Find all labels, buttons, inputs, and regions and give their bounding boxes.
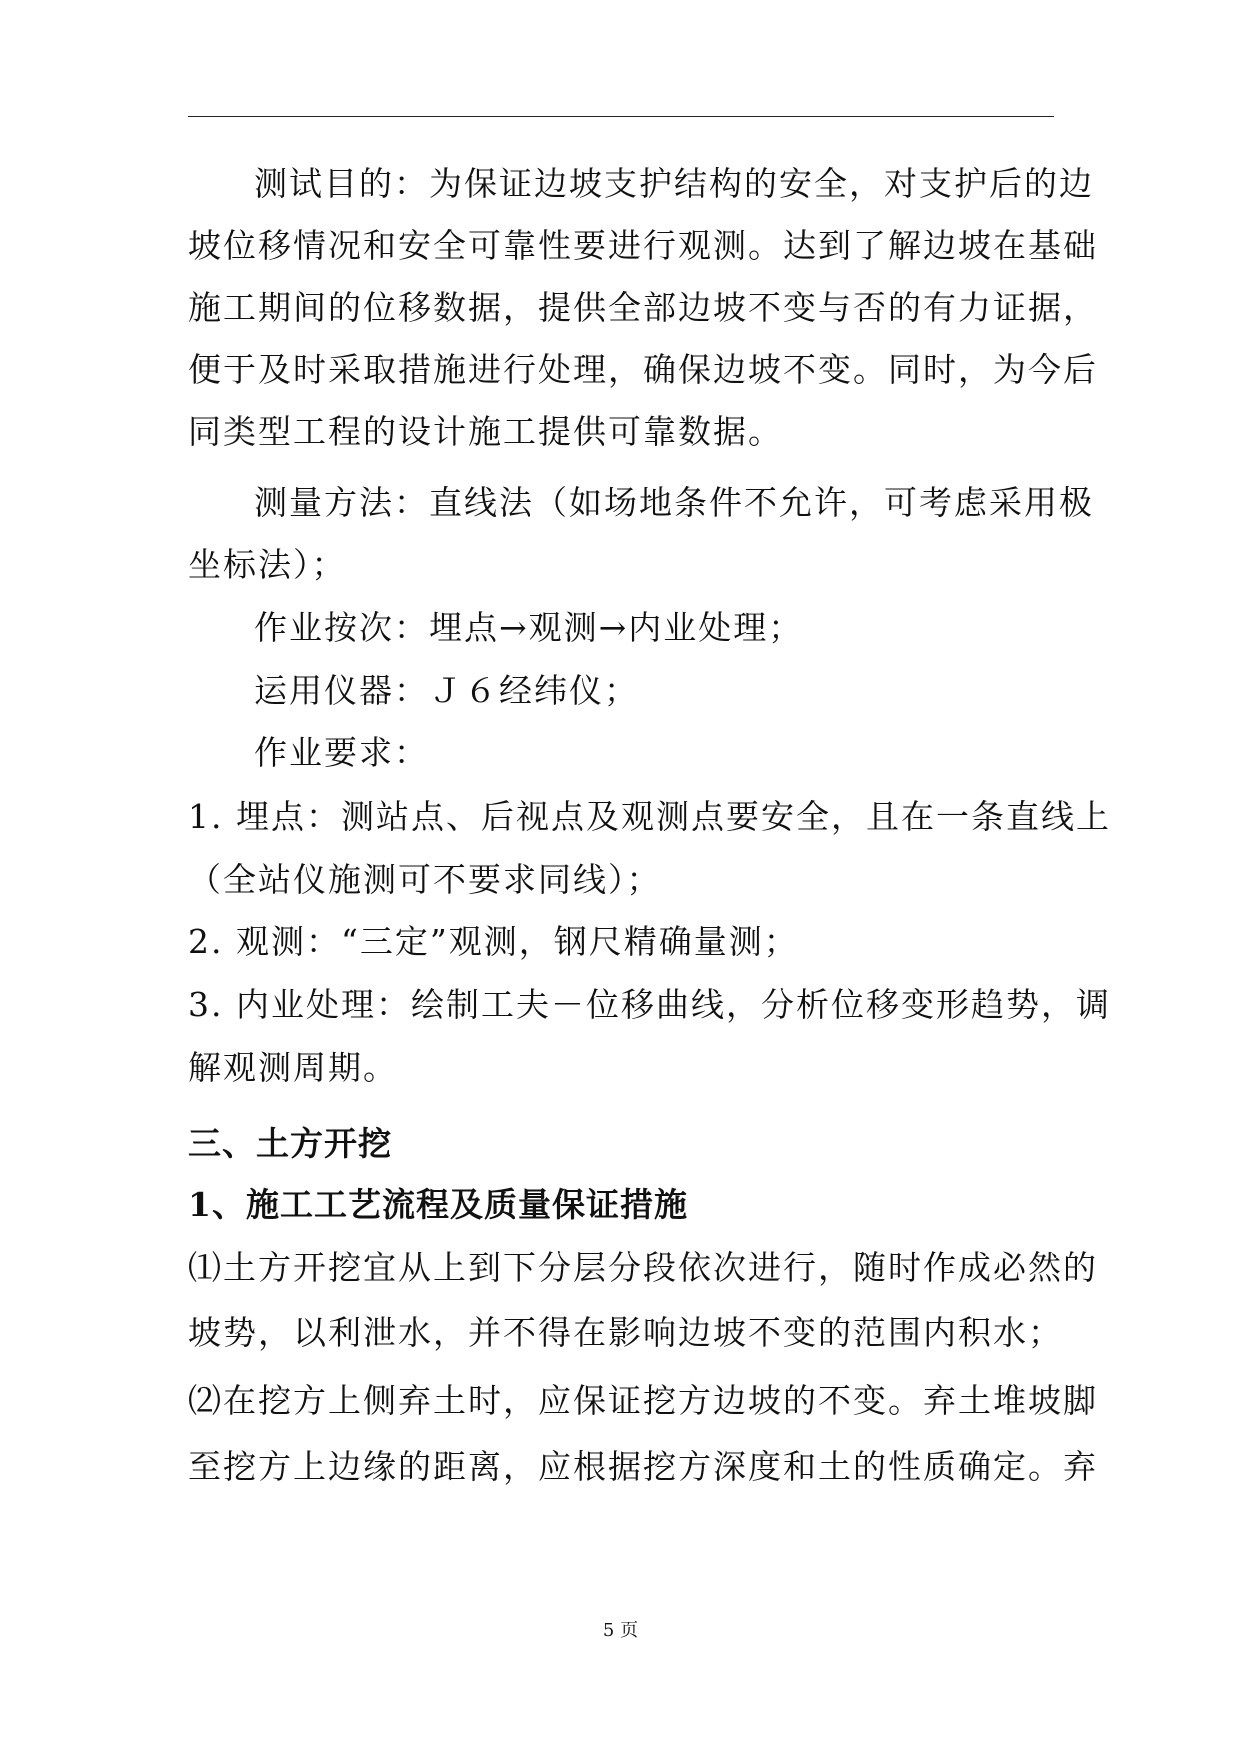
instrument-line: 运用仪器：Ｊ６经纬仪； [254, 671, 639, 710]
purpose-line-4: 便于及时采取措施进行处理，确保边坡不变。同时，为今后 [188, 350, 1098, 389]
paragraph-1-line-2: 坡势，以利泄水，并不得在影响边坡不变的范围内积水； [188, 1313, 1063, 1352]
header-rule [188, 116, 1054, 117]
purpose-line-5: 同类型工程的设计施工提供可靠数据。 [188, 412, 783, 451]
requirement-1-line-2: （全站仪施测可不要求同线）； [188, 860, 662, 899]
section-heading: 三、土方开挖 [188, 1124, 392, 1163]
purpose-line-3: 施工期间的位移数据，提供全部边坡不变与否的有力证据， [188, 288, 1098, 327]
paragraph-2-line-2: 至挖方上边缘的距离，应根据挖方深度和土的性质确定。弃 [188, 1447, 1098, 1486]
paragraph-2-line-1: ⑵在挖方上侧弃土时，应保证挖方边坡的不变。弃土堆坡脚 [188, 1381, 1098, 1420]
paragraph-1-line-1: ⑴土方开挖宜从上到下分层分段依次进行，随时作成必然的 [188, 1248, 1098, 1287]
method-line-2: 坐标法）； [188, 545, 347, 584]
subsection-heading: 1、施工工艺流程及质量保证措施 [188, 1185, 688, 1224]
method-line-1: 测量方法：直线法（如场地条件不允许，可考虑采用极 [254, 483, 1094, 522]
requirement-3-line-2: 解观测周期。 [188, 1048, 398, 1087]
purpose-line-1: 测试目的：为保证边坡支护结构的安全，对支护后的边 [254, 164, 1094, 203]
requirements-heading: 作业要求： [254, 733, 429, 772]
requirement-1-line-1: 1. 埋点：测站点、后视点及观测点要安全，且在一条直线上 [188, 797, 1111, 836]
requirement-2-line: 2. 观测：“三定”观测，钢尺精确量测； [188, 922, 799, 961]
requirement-3-line-1: 3. 内业处理：绘制工夫－位移曲线，分析位移变形趋势，调 [188, 985, 1111, 1024]
page-number: 5 页 [602, 1620, 639, 1641]
sequence-line: 作业按次：埋点→观测→内业处理； [254, 608, 804, 647]
purpose-line-2: 坡位移情况和安全可靠性要进行观测。达到了解边坡在基础 [188, 226, 1098, 265]
